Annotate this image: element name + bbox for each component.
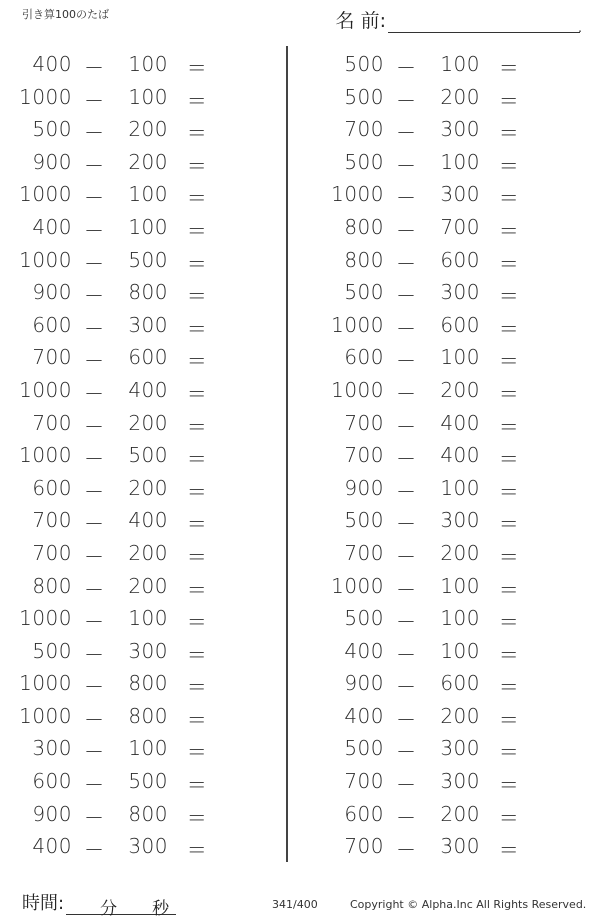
minus-sign: － xyxy=(396,316,417,341)
equals-sign: ＝ xyxy=(498,186,520,211)
minus-sign: － xyxy=(396,284,417,309)
equals-sign: ＝ xyxy=(186,284,208,309)
equals-sign: ＝ xyxy=(498,349,520,374)
minus-sign: － xyxy=(84,512,105,537)
time-field xyxy=(22,889,176,919)
minuend: 500 xyxy=(344,508,384,533)
name-blank-line[interactable] xyxy=(388,12,580,33)
subtrahend: 300 xyxy=(128,312,168,337)
problem-row xyxy=(0,275,280,308)
equals-sign: ＝ xyxy=(186,349,208,374)
minuend: 1000 xyxy=(19,377,72,402)
subtrahend: 100 xyxy=(440,149,480,174)
subtrahend: 100 xyxy=(440,573,480,598)
equals-sign: ＝ xyxy=(498,805,520,830)
subtrahend: 200 xyxy=(128,475,168,500)
time-blank-line[interactable] xyxy=(66,892,176,919)
equals-sign: ＝ xyxy=(186,56,208,80)
equals-sign: ＝ xyxy=(186,773,208,798)
minuend: 1000 xyxy=(19,182,72,207)
minus-sign: － xyxy=(396,512,417,537)
copyright-notice: Copyright © Alpha.Inc All Rights Reserved. xyxy=(350,898,587,911)
minus-sign: － xyxy=(396,447,417,472)
subtrahend: 500 xyxy=(128,247,168,272)
problem-row xyxy=(312,112,592,145)
minuend: 500 xyxy=(344,736,384,761)
minus-sign: － xyxy=(84,153,105,178)
minuend: 1000 xyxy=(19,84,72,109)
minuend: 900 xyxy=(32,149,72,174)
right-problem-column xyxy=(312,47,592,862)
subtrahend: 800 xyxy=(128,703,168,728)
equals-sign: ＝ xyxy=(498,707,520,732)
seconds-label: 秒 xyxy=(152,899,170,919)
minuend: 300 xyxy=(32,736,72,761)
minuend: 700 xyxy=(344,443,384,468)
minuend: 1000 xyxy=(19,247,72,272)
minus-sign: － xyxy=(396,88,417,113)
equals-sign: ＝ xyxy=(498,153,520,178)
subtrahend: 300 xyxy=(440,182,480,207)
left-problem-column xyxy=(0,47,280,862)
subtrahend: 600 xyxy=(440,671,480,696)
problem-row xyxy=(312,145,592,178)
minus-sign: － xyxy=(396,707,417,732)
problem-row xyxy=(312,503,592,536)
equals-sign: ＝ xyxy=(186,740,208,765)
problem-row xyxy=(0,177,280,210)
subtrahend: 300 xyxy=(128,834,168,859)
minuend: 500 xyxy=(344,149,384,174)
minus-sign: － xyxy=(84,251,105,276)
subtrahend: 200 xyxy=(128,410,168,435)
problem-row xyxy=(0,80,280,113)
subtrahend: 300 xyxy=(128,638,168,663)
subtrahend: 800 xyxy=(128,671,168,696)
equals-sign: ＝ xyxy=(498,512,520,537)
problem-row xyxy=(0,308,280,341)
subtrahend: 400 xyxy=(440,410,480,435)
problem-row xyxy=(0,47,280,80)
minuend: 900 xyxy=(344,671,384,696)
problem-row xyxy=(312,308,592,341)
subtrahend: 200 xyxy=(440,84,480,109)
subtrahend: 800 xyxy=(128,280,168,305)
equals-sign: ＝ xyxy=(498,381,520,406)
minus-sign: － xyxy=(396,838,417,863)
minus-sign: － xyxy=(396,153,417,178)
minus-sign: － xyxy=(396,577,417,602)
minus-sign: － xyxy=(396,381,417,406)
subtrahend: 400 xyxy=(128,377,168,402)
equals-sign: ＝ xyxy=(498,218,520,243)
subtrahend: 700 xyxy=(440,214,480,239)
problem-row xyxy=(312,699,592,732)
minus-sign: － xyxy=(84,316,105,341)
minus-sign: － xyxy=(84,805,105,830)
equals-sign: ＝ xyxy=(498,479,520,504)
subtrahend: 100 xyxy=(128,84,168,109)
minus-sign: － xyxy=(396,121,417,146)
subtrahend: 200 xyxy=(128,540,168,565)
problem-row xyxy=(0,145,280,178)
subtrahend: 600 xyxy=(440,247,480,272)
minuend: 400 xyxy=(32,834,72,859)
minus-sign: － xyxy=(396,805,417,830)
minus-sign: － xyxy=(84,381,105,406)
minuend: 800 xyxy=(344,247,384,272)
equals-sign: ＝ xyxy=(186,577,208,602)
problem-row xyxy=(312,601,592,634)
problem-row xyxy=(0,829,280,862)
problem-row xyxy=(312,471,592,504)
minus-sign: － xyxy=(84,186,105,211)
minus-sign: － xyxy=(396,251,417,276)
equals-sign: ＝ xyxy=(498,642,520,667)
minuend: 500 xyxy=(344,280,384,305)
minus-sign: － xyxy=(396,610,417,635)
equals-sign: ＝ xyxy=(186,447,208,472)
name-field xyxy=(336,6,580,33)
minuend: 500 xyxy=(32,117,72,142)
minus-sign: － xyxy=(84,349,105,374)
problem-row xyxy=(312,177,592,210)
minuend: 600 xyxy=(32,475,72,500)
equals-sign: ＝ xyxy=(498,284,520,309)
subtrahend: 300 xyxy=(440,117,480,142)
problem-row xyxy=(312,210,592,243)
subtrahend: 100 xyxy=(128,182,168,207)
subtrahend: 100 xyxy=(440,638,480,663)
minuend: 500 xyxy=(344,52,384,76)
minuend: 900 xyxy=(32,801,72,826)
equals-sign: ＝ xyxy=(498,577,520,602)
minuend: 700 xyxy=(344,410,384,435)
subtrahend: 100 xyxy=(440,52,480,76)
equals-sign: ＝ xyxy=(498,251,520,276)
minus-sign: － xyxy=(396,186,417,211)
minutes-label: 分 xyxy=(100,899,118,919)
column-divider xyxy=(286,46,288,862)
equals-sign: ＝ xyxy=(186,544,208,569)
minuend: 400 xyxy=(32,214,72,239)
minus-sign: － xyxy=(84,284,105,309)
minuend: 1000 xyxy=(331,377,384,402)
problem-row xyxy=(312,797,592,830)
minuend: 500 xyxy=(344,606,384,631)
problem-row xyxy=(312,373,592,406)
equals-sign: ＝ xyxy=(498,838,520,863)
equals-sign: ＝ xyxy=(186,610,208,635)
minus-sign: － xyxy=(84,838,105,863)
subtrahend: 100 xyxy=(440,606,480,631)
equals-sign: ＝ xyxy=(186,316,208,341)
minus-sign: － xyxy=(396,544,417,569)
problem-row xyxy=(0,210,280,243)
problem-row xyxy=(312,80,592,113)
minuend: 1000 xyxy=(19,703,72,728)
equals-sign: ＝ xyxy=(498,773,520,798)
equals-sign: ＝ xyxy=(498,121,520,146)
equals-sign: ＝ xyxy=(498,740,520,765)
minus-sign: － xyxy=(84,740,105,765)
minus-sign: － xyxy=(84,773,105,798)
minuend: 500 xyxy=(344,84,384,109)
subtrahend: 200 xyxy=(440,540,480,565)
problem-row xyxy=(0,699,280,732)
equals-sign: ＝ xyxy=(186,707,208,732)
minus-sign: － xyxy=(396,349,417,374)
subtrahend: 800 xyxy=(128,801,168,826)
minuend: 400 xyxy=(344,703,384,728)
subtrahend: 300 xyxy=(440,736,480,761)
subtrahend: 300 xyxy=(440,280,480,305)
minus-sign: － xyxy=(84,707,105,732)
minuend: 1000 xyxy=(331,573,384,598)
minuend: 700 xyxy=(344,834,384,859)
time-label: 時間: xyxy=(22,893,65,914)
equals-sign: ＝ xyxy=(186,218,208,243)
equals-sign: ＝ xyxy=(186,88,208,113)
subtrahend: 200 xyxy=(440,703,480,728)
equals-sign: ＝ xyxy=(498,544,520,569)
minuend: 600 xyxy=(344,801,384,826)
equals-sign: ＝ xyxy=(186,121,208,146)
problem-row xyxy=(312,340,592,373)
subtrahend: 100 xyxy=(128,52,168,76)
minuend: 500 xyxy=(32,638,72,663)
minus-sign: － xyxy=(84,56,105,80)
problem-row xyxy=(0,601,280,634)
problem-row xyxy=(0,243,280,276)
minuend: 800 xyxy=(344,214,384,239)
problem-row xyxy=(0,536,280,569)
minuend: 1000 xyxy=(331,182,384,207)
subtrahend: 200 xyxy=(440,801,480,826)
equals-sign: ＝ xyxy=(186,642,208,667)
minuend: 400 xyxy=(344,638,384,663)
minus-sign: － xyxy=(84,675,105,700)
problem-row xyxy=(0,438,280,471)
subtrahend: 100 xyxy=(440,345,480,370)
minus-sign: － xyxy=(84,121,105,146)
minus-sign: － xyxy=(396,56,417,80)
subtrahend: 300 xyxy=(440,508,480,533)
name-label: 名 前: xyxy=(335,10,386,32)
problem-row xyxy=(312,569,592,602)
minuend: 1000 xyxy=(331,312,384,337)
minuend: 800 xyxy=(32,573,72,598)
problem-row xyxy=(0,471,280,504)
problem-row xyxy=(312,764,592,797)
minus-sign: － xyxy=(84,610,105,635)
subtrahend: 200 xyxy=(128,149,168,174)
equals-sign: ＝ xyxy=(186,805,208,830)
minus-sign: － xyxy=(84,479,105,504)
problem-row xyxy=(0,503,280,536)
minuend: 1000 xyxy=(19,606,72,631)
minus-sign: － xyxy=(396,479,417,504)
minus-sign: － xyxy=(84,544,105,569)
problem-row xyxy=(0,373,280,406)
equals-sign: ＝ xyxy=(186,512,208,537)
equals-sign: ＝ xyxy=(186,414,208,439)
minus-sign: － xyxy=(84,218,105,243)
subtrahend: 600 xyxy=(440,312,480,337)
problem-row xyxy=(312,731,592,764)
subtrahend: 600 xyxy=(128,345,168,370)
minuend: 1000 xyxy=(19,443,72,468)
problem-row xyxy=(0,406,280,439)
problem-row xyxy=(0,764,280,797)
equals-sign: ＝ xyxy=(498,414,520,439)
subtrahend: 400 xyxy=(128,508,168,533)
minus-sign: － xyxy=(396,675,417,700)
minuend: 600 xyxy=(344,345,384,370)
problem-row xyxy=(312,829,592,862)
equals-sign: ＝ xyxy=(498,610,520,635)
problem-row xyxy=(312,275,592,308)
page-number: 341/400 xyxy=(272,898,318,911)
equals-sign: ＝ xyxy=(498,88,520,113)
equals-sign: ＝ xyxy=(498,675,520,700)
minus-sign: － xyxy=(84,414,105,439)
problem-row xyxy=(0,731,280,764)
minuend: 900 xyxy=(344,475,384,500)
equals-sign: ＝ xyxy=(186,479,208,504)
minuend: 700 xyxy=(32,508,72,533)
minuend: 1000 xyxy=(19,671,72,696)
problem-row xyxy=(312,243,592,276)
problem-row xyxy=(0,340,280,373)
subtrahend: 100 xyxy=(128,214,168,239)
subtrahend: 200 xyxy=(128,573,168,598)
equals-sign: ＝ xyxy=(498,316,520,341)
minuend: 700 xyxy=(344,540,384,565)
minus-sign: － xyxy=(84,447,105,472)
equals-sign: ＝ xyxy=(186,675,208,700)
subtrahend: 100 xyxy=(128,606,168,631)
problem-row xyxy=(0,634,280,667)
name-end-dot: . xyxy=(578,21,582,35)
problem-row xyxy=(312,438,592,471)
minus-sign: － xyxy=(396,414,417,439)
minus-sign: － xyxy=(396,642,417,667)
minuend: 400 xyxy=(32,52,72,76)
equals-sign: ＝ xyxy=(498,447,520,472)
minuend: 700 xyxy=(32,410,72,435)
problem-row xyxy=(312,536,592,569)
minus-sign: － xyxy=(84,642,105,667)
minus-sign: － xyxy=(84,88,105,113)
equals-sign: ＝ xyxy=(186,153,208,178)
minuend: 700 xyxy=(32,540,72,565)
equals-sign: ＝ xyxy=(498,56,520,80)
subtrahend: 100 xyxy=(440,475,480,500)
minus-sign: － xyxy=(396,740,417,765)
subtrahend: 500 xyxy=(128,443,168,468)
subtrahend: 200 xyxy=(128,117,168,142)
minus-sign: － xyxy=(396,218,417,243)
problem-row xyxy=(312,406,592,439)
worksheet-title: 引き算100のたば xyxy=(22,8,109,21)
subtrahend: 200 xyxy=(440,377,480,402)
minus-sign: － xyxy=(396,773,417,798)
problem-row xyxy=(0,666,280,699)
equals-sign: ＝ xyxy=(186,251,208,276)
subtrahend: 500 xyxy=(128,769,168,794)
minuend: 900 xyxy=(32,280,72,305)
problem-row xyxy=(312,666,592,699)
problem-row xyxy=(312,634,592,667)
minuend: 700 xyxy=(344,117,384,142)
minus-sign: － xyxy=(84,577,105,602)
problem-row xyxy=(0,797,280,830)
minuend: 600 xyxy=(32,769,72,794)
subtrahend: 300 xyxy=(440,834,480,859)
subtrahend: 300 xyxy=(440,769,480,794)
subtrahend: 400 xyxy=(440,443,480,468)
equals-sign: ＝ xyxy=(186,838,208,863)
equals-sign: ＝ xyxy=(186,381,208,406)
problem-row xyxy=(0,569,280,602)
problem-row xyxy=(312,47,592,80)
minuend: 600 xyxy=(32,312,72,337)
subtrahend: 100 xyxy=(128,736,168,761)
minuend: 700 xyxy=(344,769,384,794)
equals-sign: ＝ xyxy=(186,186,208,211)
problem-row xyxy=(0,112,280,145)
minuend: 700 xyxy=(32,345,72,370)
